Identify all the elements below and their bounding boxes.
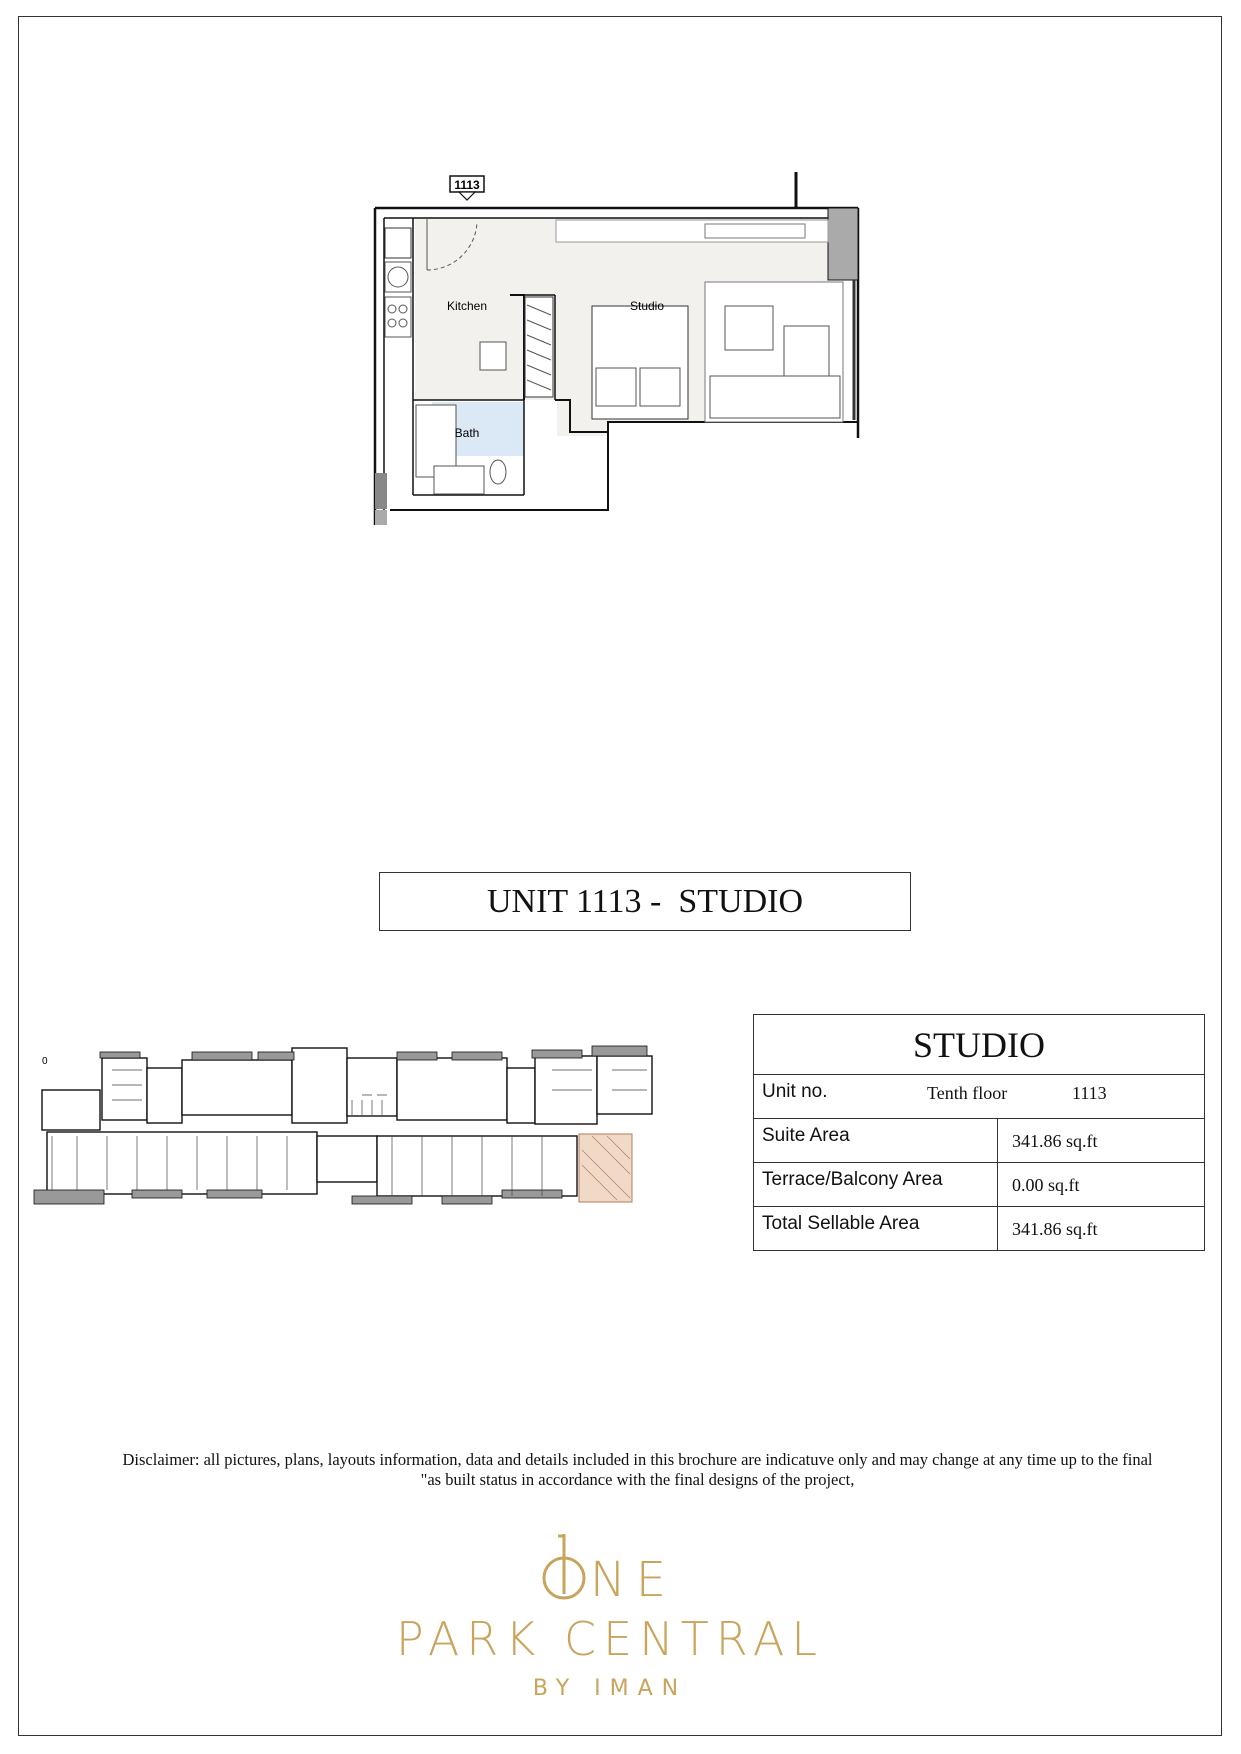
- terrace-area-label: Terrace/Balcony Area: [762, 1169, 943, 1190]
- room-label-kitchen: Kitchen: [446, 299, 488, 313]
- area-table: [753, 1014, 1205, 1251]
- unit-info-row: [754, 1074, 1204, 1119]
- key-floor-plan: [32, 1040, 722, 1220]
- suite-area-label: Suite Area: [762, 1125, 850, 1146]
- unit-number-value: 1113: [1072, 1083, 1107, 1103]
- logo-line-1: NE: [589, 1552, 677, 1608]
- unit-tag: [450, 176, 484, 200]
- total-area-label: Total Sellable Area: [762, 1213, 920, 1234]
- table-row: [754, 1162, 1204, 1207]
- suite-area-value: 341.86 sq.ft: [1012, 1131, 1098, 1151]
- terrace-area-value: 0.00 sq.ft: [1012, 1175, 1080, 1195]
- area-table-title: STUDIO: [913, 1024, 1045, 1065]
- logo-line-3: BY IMAN: [532, 1676, 688, 1701]
- brand-logo: [380, 1530, 840, 1710]
- disclaimer: [60, 1450, 1215, 1490]
- area-table-heading: [754, 1015, 1204, 1074]
- unit-title: UNIT 1113 - STUDIO: [486, 882, 804, 920]
- table-row: [754, 1118, 1204, 1163]
- logo-line-2: PARK CENTRAL: [396, 1612, 824, 1666]
- table-row: [754, 1206, 1204, 1251]
- disclaimer-line-2: "as built status in accordance with the final designs of the project,: [420, 1470, 855, 1489]
- unit-tag-label: 1113: [454, 178, 480, 192]
- total-area-value: 341.86 sq.ft: [1012, 1219, 1098, 1239]
- unit-no-label: Unit no.: [762, 1081, 828, 1102]
- floor-value: Tenth floor: [927, 1083, 1008, 1103]
- unit-floor-plan: [370, 170, 870, 530]
- key-plan-marker: 0: [42, 1056, 48, 1067]
- room-label-bath: Bath: [454, 426, 480, 440]
- disclaimer-line-1: Disclaimer: all pictures, plans, layouts information, data and details included in this brochure are indicatuve only and may change at any time up to the final: [122, 1450, 1153, 1469]
- unit-title-box: [379, 872, 911, 931]
- room-label-studio: Studio: [629, 299, 665, 313]
